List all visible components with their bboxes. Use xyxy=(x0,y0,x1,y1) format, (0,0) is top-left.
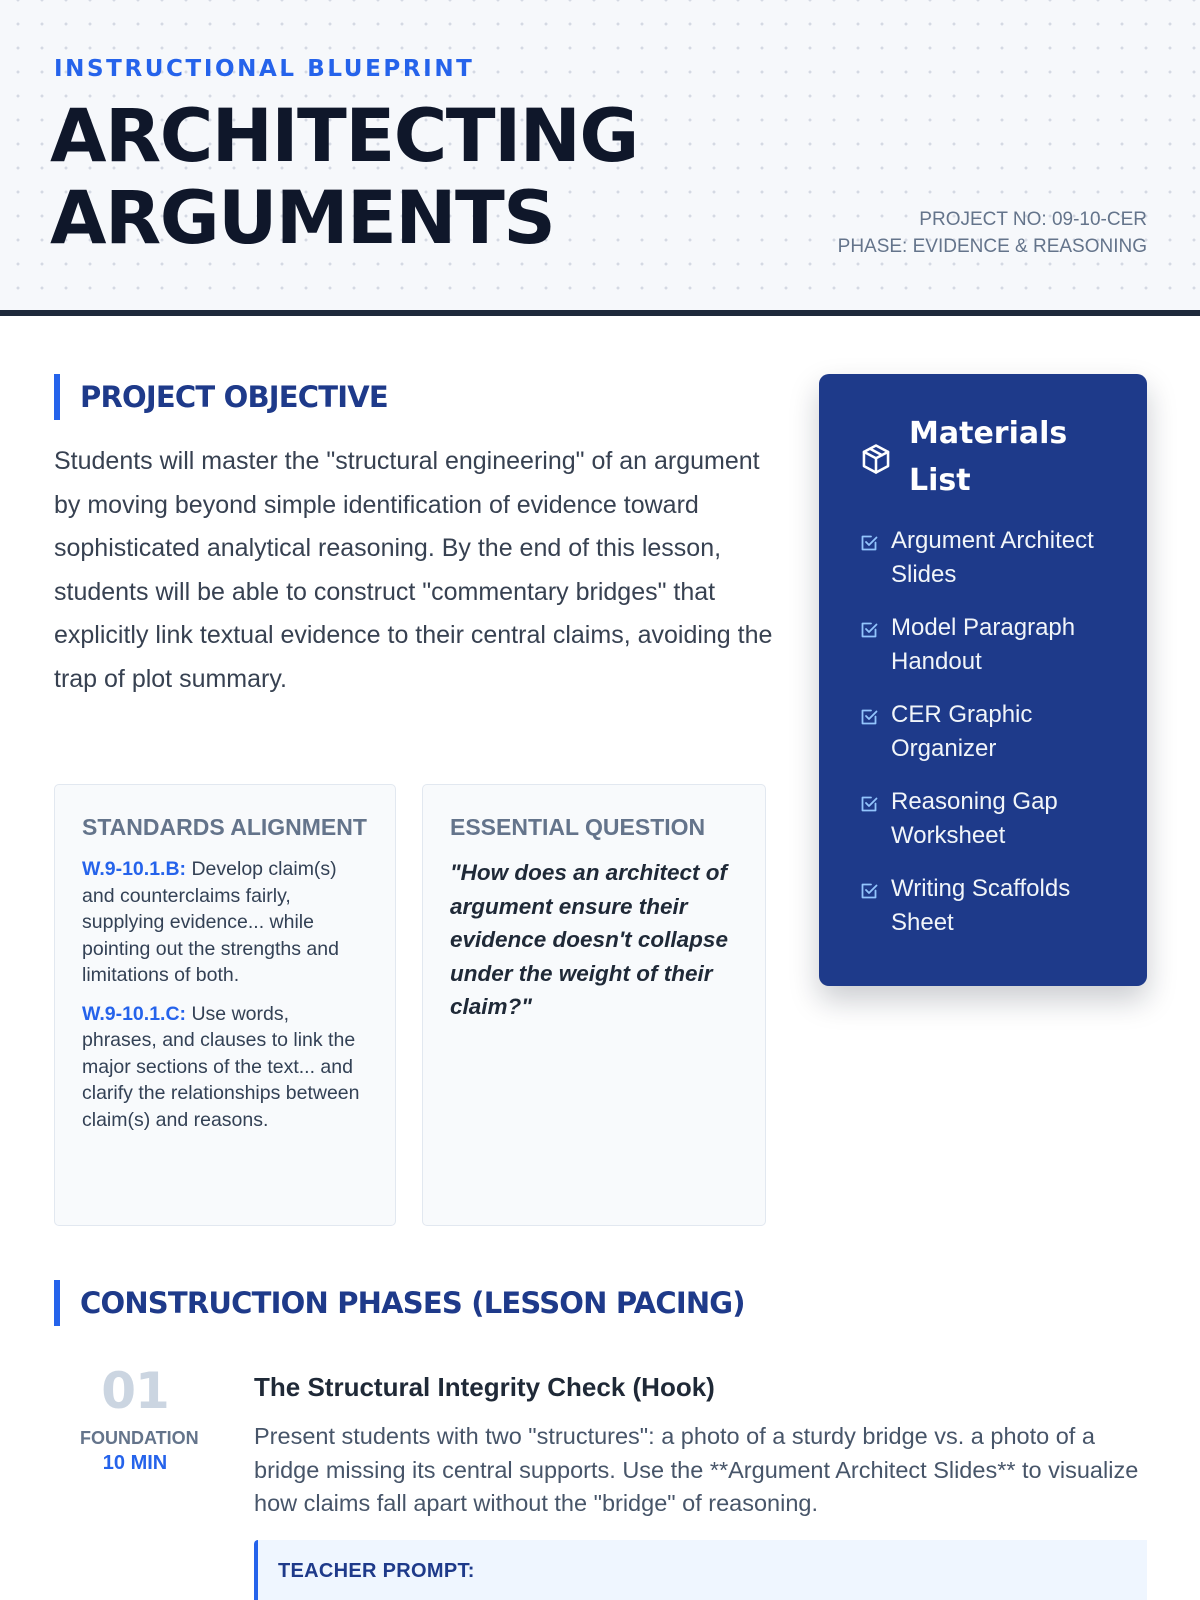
materials-item xyxy=(859,785,1111,853)
standard-text: Use words, phrases, and clauses to link the major sections of the text... and clarify the relationships between claim(s) and reasons. xyxy=(82,1002,360,1131)
essential-question-text: "How does an architect of argument ensure their evidence doesn't collapse under the weight of their claim?" xyxy=(450,860,728,1019)
package-icon xyxy=(859,442,893,476)
check-square-icon xyxy=(859,794,879,814)
title-line-2: ARGUMENTS xyxy=(50,176,555,261)
phase-marker xyxy=(80,1362,199,1476)
project-phase: PHASE: EVIDENCE & REASONING xyxy=(837,236,1147,257)
standard-item xyxy=(82,1001,368,1134)
phase-title: The Structural Integrity Check (Hook) xyxy=(254,1372,715,1402)
materials-item xyxy=(859,698,1111,766)
standards-card xyxy=(54,784,396,1226)
materials-item xyxy=(859,524,1111,592)
materials-item-label: Argument Architect Slides xyxy=(891,527,1094,588)
essential-question-title: ESSENTIAL QUESTION xyxy=(450,814,706,840)
materials-item xyxy=(859,611,1111,679)
materials-header xyxy=(859,410,1111,504)
project-meta xyxy=(838,206,1147,260)
check-square-icon xyxy=(859,707,879,727)
phase-duration: 10 MIN xyxy=(102,1452,168,1474)
phases-heading: CONSTRUCTION PHASES (LESSON PACING) xyxy=(54,1280,745,1326)
materials-title: Materials List xyxy=(909,416,1068,498)
title-line-1: ARCHITECTING xyxy=(50,94,638,179)
materials-item xyxy=(859,872,1111,940)
standards-title: STANDARDS ALIGNMENT xyxy=(82,814,367,840)
essential-question-card xyxy=(422,784,766,1226)
materials-panel xyxy=(819,374,1147,986)
standard-code: W.9-10.1.B: xyxy=(82,858,187,880)
phase-number: 01 xyxy=(101,1362,169,1420)
teacher-prompt-box xyxy=(254,1540,1147,1600)
project-number: PROJECT NO: 09-10-CER xyxy=(919,209,1147,230)
standard-item xyxy=(82,856,368,989)
check-square-icon xyxy=(859,533,879,553)
check-square-icon xyxy=(859,881,879,901)
materials-item-label: Model Paragraph Handout xyxy=(891,614,1076,675)
teacher-prompt-label: TEACHER PROMPT: xyxy=(278,1560,475,1582)
materials-item-label: Writing Scaffolds Sheet xyxy=(891,875,1071,936)
page-title xyxy=(50,96,810,260)
phase-description: Present students with two "structures": a photo of a sturdy bridge vs. a photo of a bridge missing its central supports. Use the **Argument Architect Slides** to visualize how claims fall apart without the "bridge" of reasoning. xyxy=(254,1423,1139,1516)
materials-item-label: Reasoning Gap Worksheet xyxy=(891,788,1058,849)
standard-text: Develop claim(s) and counterclaims fairly, supplying evidence... while pointing out the strengths and limitations of both. xyxy=(82,858,339,986)
materials-list xyxy=(859,524,1111,940)
materials-item-label: CER Graphic Organizer xyxy=(891,701,1033,762)
objective-heading: PROJECT OBJECTIVE xyxy=(54,374,388,420)
standard-code: W.9-10.1.C: xyxy=(82,1002,187,1025)
page-header xyxy=(0,0,1200,316)
eyebrow-label: INSTRUCTIONAL BLUEPRINT xyxy=(54,56,475,82)
objective-text: Students will master the "structural engineering" of an argument by moving beyond simple identification of evidence toward sophisticated analytical reasoning. By the end of this lesson, students will be able to construct "commentary bridges" that explicitly link textual evidence to their central claims, avoiding the trap of plot summary. xyxy=(54,447,773,693)
check-square-icon xyxy=(859,620,879,640)
phase-label: FOUNDATION xyxy=(80,1428,199,1448)
